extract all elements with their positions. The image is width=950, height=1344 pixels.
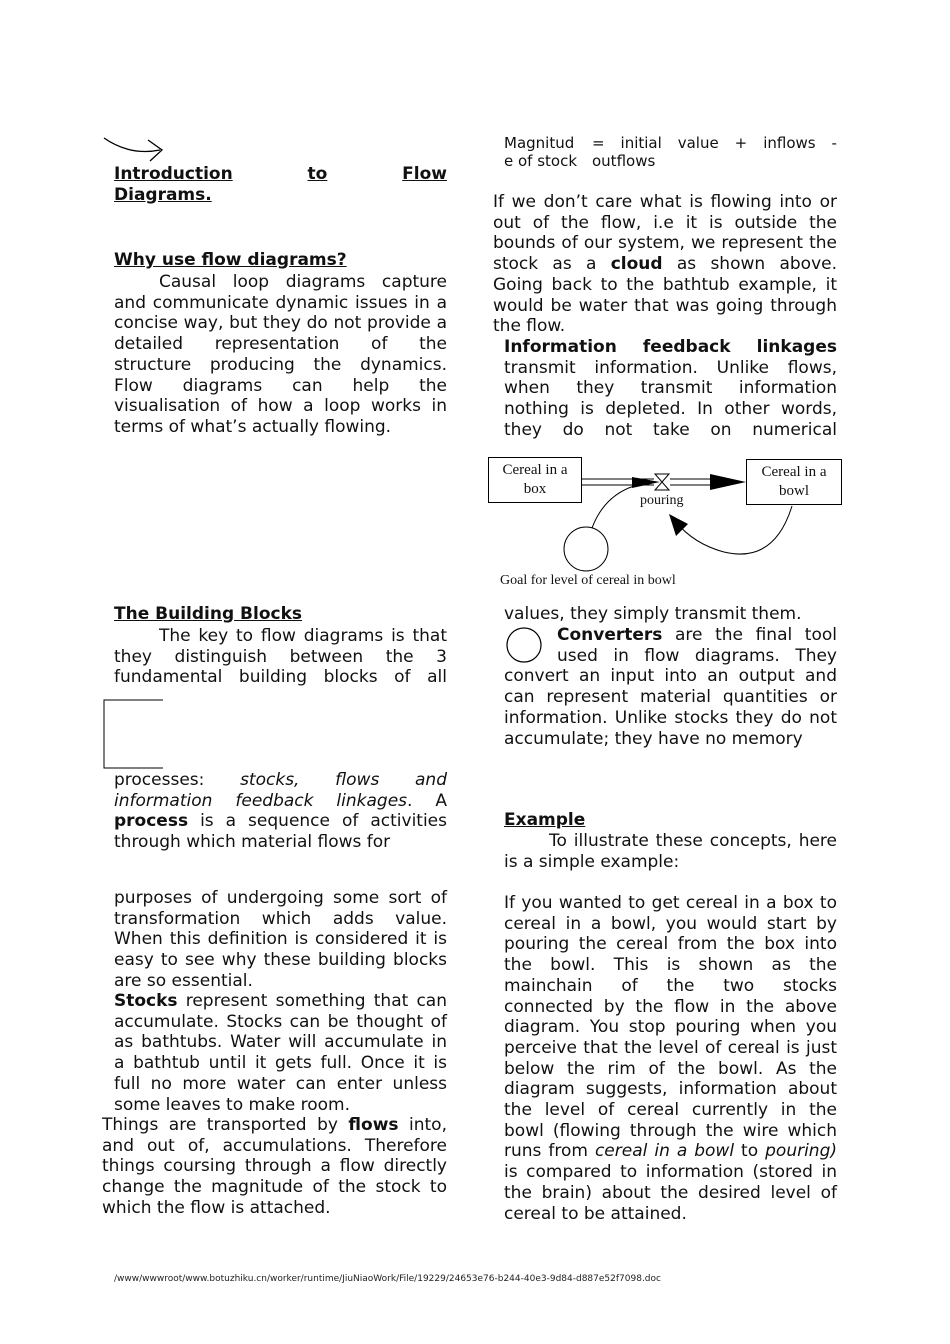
bowl-link-arrowhead xyxy=(669,514,688,536)
goal-link xyxy=(592,486,634,528)
example-heading: Example xyxy=(504,810,586,830)
goal-converter xyxy=(564,527,608,571)
cereal-paragraph: If you wanted to get cereal in a box to cereal in a bowl, you would start by pouring the cereal from the box into the bowl. This is shown as the mainchain of the two stocks connected by the flow in the above diagram. You stop pouring when you perceive that the level of cereal is just below the rim of the bowl. As the diagram suggests, information about the level of cereal currently in the bowl (flowing through the wire which runs from cereal in a bowl to pouring) is compared to information (stored in the brain) about the desired level of cereal to be attained. xyxy=(504,893,838,1224)
cloud-paragraph: If we don’t care what is flowing into or out of the flow, i.e it is outside the bounds of our system, we represent the stock as a cloud as shown above. Going back to the bathtub example, it would be water that was going through the flow. xyxy=(493,192,837,337)
why-heading: Why use flow diagrams? xyxy=(114,250,347,270)
stock-cereal-bowl: Cereal in a bowl xyxy=(746,459,842,505)
processes-paragraph: processes: stocks, flows and information feedback linkages. A process is a sequence of activities through which material flows for xyxy=(114,770,448,853)
info-feedback-paragraph: Information feedback linkages transmit information. Unlike flows, when they transmit information nothing is depleted. In other words, they do not take on numerical xyxy=(504,337,837,440)
values-line: values, they simply transmit them. xyxy=(504,604,802,624)
example-paragraph: To illustrate these concepts, here is a simple example: xyxy=(504,831,837,872)
page-title: Introduction to Flow Diagrams. xyxy=(114,164,447,205)
converters-paragraph: Converters are the final tool used in flow diagrams. They convert an input into an output and can represent material quantities or information. Unlike stocks they do not accumulate; they have no memory xyxy=(504,625,837,749)
bowl-link xyxy=(676,506,792,554)
flow-arrowhead-bowl xyxy=(710,474,746,490)
flow-label-pouring: pouring xyxy=(640,493,684,508)
building-blocks-heading: The Building Blocks xyxy=(114,604,303,624)
stock-cereal-box: Cereal in a box xyxy=(488,457,582,503)
stocks-paragraph: Stocks represent something that can accumulate. Stocks can be thought of as bathtubs. Water will accumulate in a bathtub until it gets full. Once it is full no more water can enter unless some leaves to make room. xyxy=(114,991,447,1115)
footer-file-path: /www/wwwroot/www.botuzhiku.cn/worker/runtime/JiuNiaoWork/File/19229/24653e76-b244-40e3-9d84-d887e52f7098.doc xyxy=(114,1274,661,1284)
stock-symbol-icon xyxy=(103,698,167,772)
goal-label: Goal for level of cereal in bowl xyxy=(500,573,676,588)
purposes-paragraph: purposes of undergoing some sort of transformation which adds value. When this definition is considered it is easy to see why these building blocks are so essential. xyxy=(114,888,447,991)
building-blocks-paragraph: The key to flow diagrams is that they distinguish between the 3 fundamental building blocks of all xyxy=(114,626,447,688)
flows-paragraph: Things are transported by flows into, and out of, accumulations. Therefore things coursing through a flow directly change the magnitude of the stock to which the flow is attached. xyxy=(102,1115,447,1218)
flow-arrow-icon xyxy=(100,130,170,166)
why-paragraph: Causal loop diagrams capture and communicate dynamic issues in a concise way, but they do not provide a detailed representation of the structure producing the dynamics. Flow diagrams can help the visualisation of how a loop works in terms of what’s actually flowing. xyxy=(114,272,447,437)
